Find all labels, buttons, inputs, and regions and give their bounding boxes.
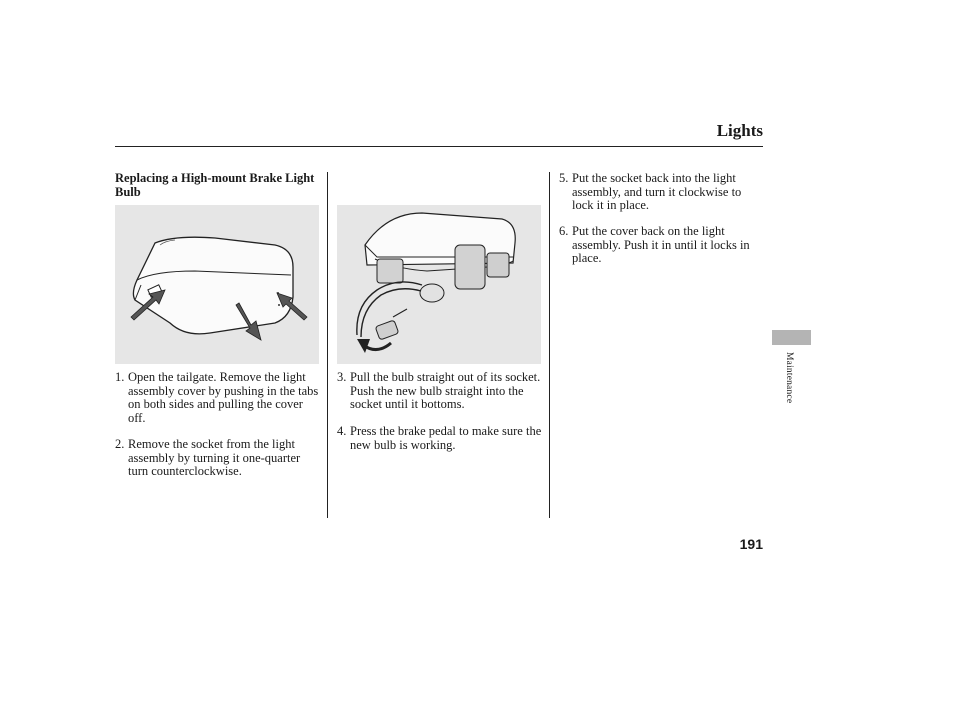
step-6-text: Put the cover back on the light assembly. Push it in until it locks in place.	[572, 224, 750, 266]
step-1-text: Open the tailgate. Remove the light assembly cover by pushing in the tabs on both sides and pulling the cover off.	[128, 370, 319, 425]
step-5	[559, 172, 763, 213]
step-1	[115, 371, 321, 425]
page-number: 191	[739, 536, 763, 552]
step-3-text: Pull the bulb straight out of its socket. Push the new bulb straight into the socket until it bottoms.	[350, 370, 541, 412]
step-3-number: 3.	[337, 370, 347, 384]
page-title: Lights	[716, 121, 763, 140]
step-3	[337, 371, 543, 412]
step-1-number: 1.	[115, 370, 125, 384]
cover-removal-illustration	[115, 205, 319, 364]
step-5-text: Put the socket back into the light assembly, and turn it clockwise to lock it in place.	[572, 171, 742, 213]
step-5-number: 5.	[559, 171, 569, 185]
column-divider-left	[327, 172, 328, 518]
section-label: Maintenance	[784, 352, 794, 404]
step-2-text: Remove the socket from the light assembly by turning it one-quarter turn counterclockwise.	[128, 437, 301, 479]
step-4-text: Press the brake pedal to make sure the new bulb is working.	[350, 424, 542, 452]
column-divider-right	[549, 172, 550, 518]
step-6-number: 6.	[559, 224, 569, 238]
cover-removal-drawing	[115, 205, 319, 364]
step-2	[115, 438, 321, 479]
section-tab	[772, 330, 811, 345]
step-2-number: 2.	[115, 437, 125, 451]
socket-bulb-drawing	[337, 205, 541, 364]
section-heading: Replacing a High-mount Brake Light Bulb	[115, 171, 315, 199]
rotate-arrow-icon	[357, 339, 391, 353]
socket-bulb-illustration	[337, 205, 541, 364]
header-rule	[115, 146, 763, 147]
step-6	[559, 225, 763, 266]
step-4-number: 4.	[337, 424, 347, 438]
step-4	[337, 425, 543, 452]
